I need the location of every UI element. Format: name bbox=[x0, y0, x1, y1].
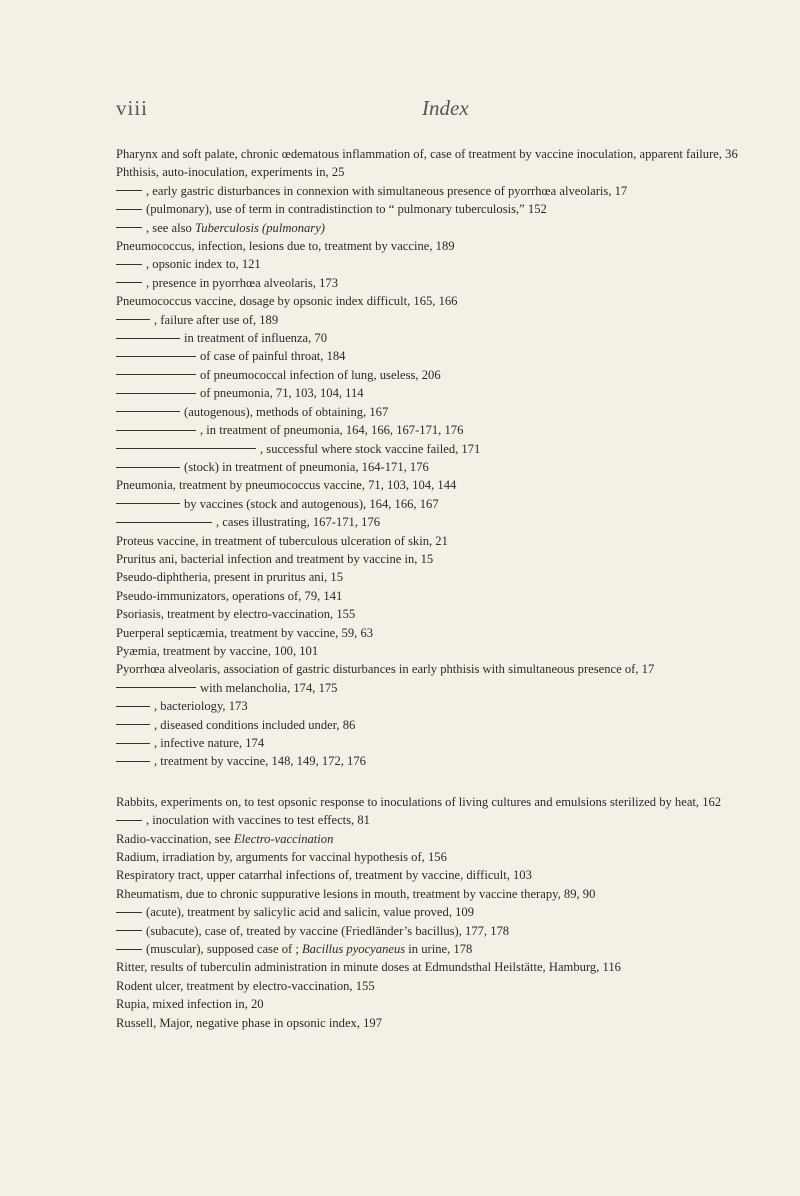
entry-text: Pseudo-diphtheria, present in pruritus ani, 15 bbox=[116, 570, 343, 585]
ditto-dash bbox=[116, 949, 142, 950]
ditto-dash bbox=[116, 282, 142, 283]
entry-text: Radio-vaccination, see bbox=[116, 831, 234, 846]
index-entry bbox=[116, 513, 774, 531]
ditto-dash bbox=[116, 209, 142, 210]
entry-text: (acute), treatment by salicylic acid and salicin, value proved, 109 bbox=[146, 905, 475, 920]
index-entry bbox=[116, 200, 774, 218]
ditto-dash bbox=[116, 338, 180, 339]
index-entry bbox=[116, 550, 774, 568]
index-entry bbox=[116, 793, 774, 811]
entry-text: with melancholia, 174, 175 bbox=[200, 680, 338, 695]
entry-text: , opsonic index to, 121 bbox=[146, 257, 261, 272]
page-header bbox=[116, 96, 756, 126]
index-entry bbox=[116, 922, 774, 940]
ditto-dash bbox=[116, 393, 196, 394]
entry-text: , inoculation with vaccines to test effects, 81 bbox=[146, 813, 370, 828]
index-entry bbox=[116, 255, 774, 273]
entry-text: , presence in pyorrhœa alveolaris, 173 bbox=[146, 275, 338, 290]
entry-text: Pyæmia, treatment by vaccine, 100, 101 bbox=[116, 643, 319, 658]
entry-text: in treatment of influenza, 70 bbox=[184, 331, 328, 346]
index-entry bbox=[116, 716, 774, 734]
entry-text: Rupia, mixed infection in, 20 bbox=[116, 997, 264, 1012]
entry-text: Pneumonia, treatment by pneumococcus vaccine, 71, 103, 104, 144 bbox=[116, 478, 457, 493]
entry-text: Psoriasis, treatment by electro-vaccination, 155 bbox=[116, 607, 356, 622]
index-entry bbox=[116, 958, 774, 976]
ditto-dash bbox=[116, 503, 180, 504]
entry-text: , cases illustrating, 167-171, 176 bbox=[216, 515, 381, 530]
index-entry bbox=[116, 292, 774, 310]
index-entry bbox=[116, 811, 774, 829]
index-entry bbox=[116, 752, 774, 770]
index-entry bbox=[116, 568, 774, 586]
index-entry bbox=[116, 1014, 774, 1032]
index-entry bbox=[116, 830, 774, 848]
entry-tail: in urine, 178 bbox=[405, 942, 473, 957]
entry-text: Pharynx and soft palate, chronic œdematous inflammation of, case of treatment by vaccine inoculation, apparent failure, 36 bbox=[116, 147, 738, 161]
index-entry bbox=[116, 995, 774, 1013]
index-entry bbox=[116, 311, 774, 329]
entry-text: Proteus vaccine, in treatment of tuberculous ulceration of skin, 21 bbox=[116, 533, 448, 548]
entry-text: Respiratory tract, upper catarrhal infections of, treatment by vaccine, difficult, 103 bbox=[116, 868, 532, 883]
entry-text: , diseased conditions included under, 86 bbox=[154, 717, 356, 732]
entry-text: Pneumococcus vaccine, dosage by opsonic index difficult, 165, 166 bbox=[116, 294, 458, 309]
entry-text: (stock) in treatment of pneumonia, 164-171, 176 bbox=[184, 459, 429, 474]
index-entry bbox=[116, 403, 774, 421]
entry-text: of pneumonia, 71, 103, 104, 114 bbox=[200, 386, 364, 401]
index-entry bbox=[116, 679, 774, 697]
entry-italic: Electro-vaccination bbox=[233, 831, 334, 846]
ditto-dash bbox=[116, 264, 142, 265]
index-entry bbox=[116, 587, 774, 605]
index-entry bbox=[116, 219, 774, 237]
entry-text: (muscular), supposed case of ; bbox=[146, 942, 302, 957]
index-entry bbox=[116, 660, 774, 678]
entry-text: Phthisis, auto-inoculation, experiments in, 25 bbox=[116, 165, 345, 180]
index-entry bbox=[116, 145, 774, 163]
index-entry bbox=[116, 182, 774, 200]
entry-text: Russell, Major, negative phase in opsonic index, 197 bbox=[116, 1015, 383, 1030]
entry-text: Pseudo-immunizators, operations of, 79, 141 bbox=[116, 588, 343, 603]
entry-text: , successful where stock vaccine failed, 171 bbox=[260, 441, 481, 456]
page-number: viii bbox=[116, 96, 149, 120]
ditto-dash bbox=[116, 467, 180, 468]
ditto-dash bbox=[116, 374, 196, 375]
ditto-dash bbox=[116, 227, 142, 228]
index-entry bbox=[116, 274, 774, 292]
entry-text: , treatment by vaccine, 148, 149, 172, 176 bbox=[154, 754, 366, 769]
index-entry bbox=[116, 885, 774, 903]
index-entry bbox=[116, 163, 774, 181]
entry-text: , failure after use of, 189 bbox=[154, 312, 279, 327]
index-entry bbox=[116, 458, 774, 476]
entry-text: of pneumococcal infection of lung, useless, 206 bbox=[200, 367, 441, 382]
ditto-dash bbox=[116, 724, 150, 725]
entry-text: Rabbits, experiments on, to test opsonic response to inoculations of living cultures and emulsions sterilized by heat, 162 bbox=[116, 794, 722, 809]
entry-text: , infective nature, 174 bbox=[154, 736, 265, 750]
ditto-dash bbox=[116, 761, 150, 762]
ditto-dash bbox=[116, 522, 212, 523]
entry-text: , see also bbox=[146, 220, 195, 235]
entry-text: Rheumatism, due to chronic suppurative lesions in mouth, treatment by vaccine therapy, 89, 90 bbox=[116, 886, 596, 901]
ditto-dash bbox=[116, 356, 196, 357]
index-entry bbox=[116, 977, 774, 995]
index-entry bbox=[116, 495, 774, 513]
index-entry bbox=[116, 734, 774, 752]
index-entry bbox=[116, 440, 774, 458]
entry-text: Puerperal septicæmia, treatment by vaccine, 59, 63 bbox=[116, 625, 374, 640]
entry-text: Pruritus ani, bacterial infection and treatment by vaccine in, 15 bbox=[116, 551, 434, 566]
entry-text: Radium, irradiation by, arguments for vaccinal hypothesis of, 156 bbox=[116, 850, 447, 865]
entry-text: , bacteriology, 173 bbox=[154, 699, 248, 714]
index-entry bbox=[116, 697, 774, 715]
section-gap bbox=[116, 771, 774, 793]
index-entry bbox=[116, 476, 774, 494]
index-entry bbox=[116, 329, 774, 347]
ditto-dash bbox=[116, 930, 142, 931]
index-entry bbox=[116, 903, 774, 921]
index-entry bbox=[116, 532, 774, 550]
index-entry bbox=[116, 940, 774, 958]
entry-text: Pyorrhœa alveolaris, association of gastric disturbances in early phthisis with simultaneous presence of, 17 bbox=[116, 662, 655, 677]
index-entry bbox=[116, 624, 774, 642]
index-entry bbox=[116, 421, 774, 439]
entry-text: of case of painful throat, 184 bbox=[200, 349, 346, 364]
ditto-dash bbox=[116, 820, 142, 821]
entry-text: by vaccines (stock and autogenous), 164, 166, 167 bbox=[184, 496, 439, 511]
index-entry bbox=[116, 848, 774, 866]
index-entry bbox=[116, 347, 774, 365]
ditto-dash bbox=[116, 743, 150, 744]
index-entry bbox=[116, 384, 774, 402]
ditto-dash bbox=[116, 448, 256, 449]
entry-text: Rodent ulcer, treatment by electro-vaccination, 155 bbox=[116, 978, 375, 993]
index-entry bbox=[116, 642, 774, 660]
entry-text: (subacute), case of, treated by vaccine (Friedländer’s bacillus), 177, 178 bbox=[146, 923, 510, 938]
running-title: Index bbox=[422, 96, 469, 120]
entry-text: Pneumococcus, infection, lesions due to, treatment by vaccine, 189 bbox=[116, 239, 455, 254]
entry-italic: Tuberculosis (pulmonary) bbox=[194, 220, 325, 235]
entry-text: (autogenous), methods of obtaining, 167 bbox=[184, 404, 389, 419]
index-entry bbox=[116, 866, 774, 884]
index-list bbox=[116, 145, 774, 1032]
ditto-dash bbox=[116, 411, 180, 412]
entry-text: (pulmonary), use of term in contradistinction to “ pulmonary tuberculosis,” 152 bbox=[146, 202, 547, 217]
ditto-dash bbox=[116, 319, 150, 320]
entry-italic: Bacillus pyocyaneus bbox=[301, 942, 406, 957]
ditto-dash bbox=[116, 706, 150, 707]
entry-text: , in treatment of pneumonia, 164, 166, 167-171, 176 bbox=[200, 423, 464, 438]
entry-text: Ritter, results of tuberculin administration in minute doses at Edmundsthal Heilstätte, Hamburg, 116 bbox=[116, 960, 621, 975]
ditto-dash bbox=[116, 687, 196, 688]
index-entry bbox=[116, 605, 774, 623]
ditto-dash bbox=[116, 912, 142, 913]
ditto-dash bbox=[116, 190, 142, 191]
entry-text: , early gastric disturbances in connexion with simultaneous presence of pyorrhœa alveolaris, 17 bbox=[146, 183, 628, 198]
ditto-dash bbox=[116, 430, 196, 431]
index-entry bbox=[116, 366, 774, 384]
index-entry bbox=[116, 237, 774, 255]
